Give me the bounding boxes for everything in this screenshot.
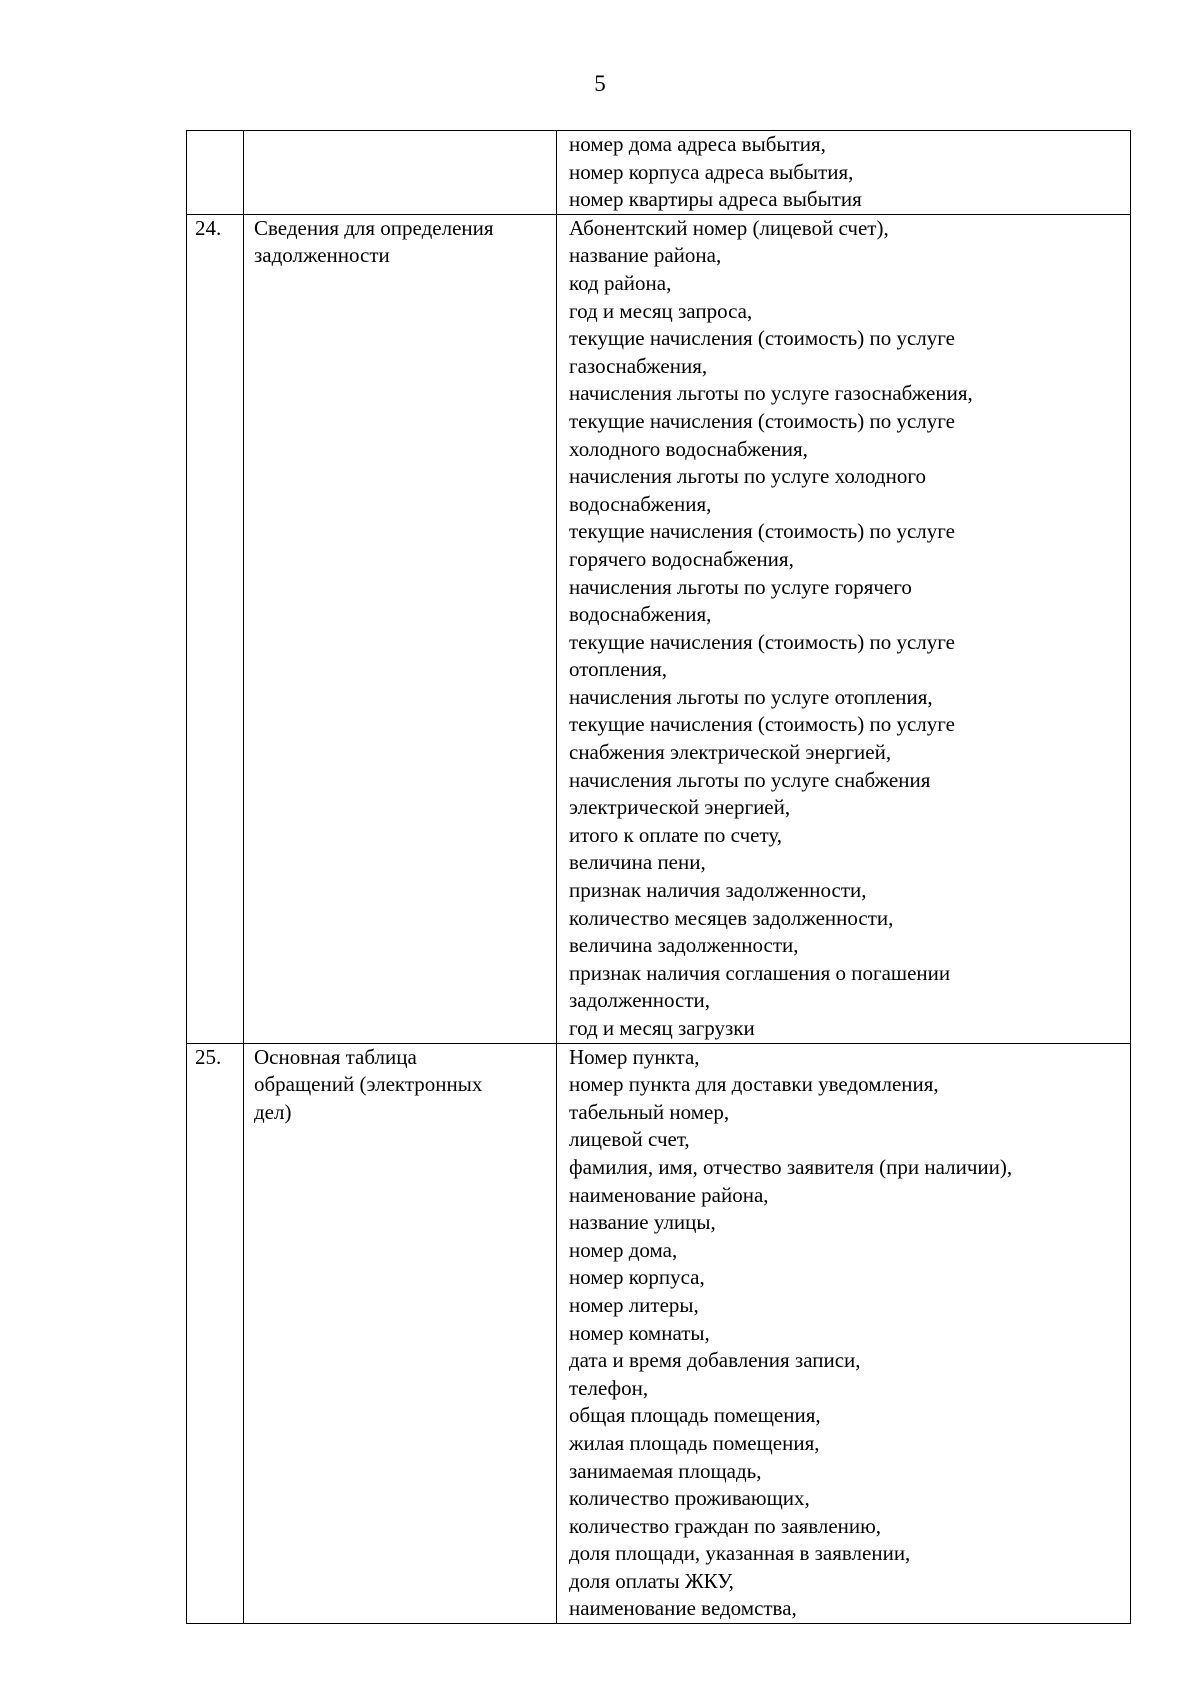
field-list-item: текущие начисления (стоимость) по услуге [569,326,955,351]
field-list-item: табельный номер, [569,1099,730,1124]
field-list-item: снабжения электрической энергией, [569,740,892,765]
info-name-line: Основная таблица [254,1044,417,1069]
field-list-item: номер пункта для доставки уведомления, [569,1072,939,1097]
table-body [187,131,1131,1624]
field-list-item: количество месяцев задолженности, [569,905,894,930]
field-list-item: газоснабжения, [569,353,708,378]
field-list-item: отопления, [569,657,668,682]
field-list-item: номер дома, [569,1237,678,1262]
field-list-item: год и месяц загрузки [569,1016,755,1040]
field-list-item: электрической энергией, [569,795,791,820]
field-list-item: номер литеры, [569,1292,699,1317]
info-name-line: дел) [254,1099,292,1124]
field-list-item: общая площадь помещения, [569,1403,821,1428]
info-name-cell [244,214,557,1043]
field-list-item: водоснабжения, [569,491,712,516]
field-list-item: номер комнаты, [569,1320,710,1345]
field-list-item: начисления льготы по услуге горячего [569,574,912,599]
table-row [187,214,1131,1043]
field-list-item: начисления льготы по услуге газоснабжения, [569,381,973,406]
field-list-item: количество проживающих, [569,1486,810,1511]
field-list-item: задолженности, [569,988,711,1013]
field-list-item: наименование ведомства, [569,1596,797,1621]
row-number-cell: 24. [187,214,244,1043]
field-list-item: величина пени, [569,850,706,875]
field-list-item: начисления льготы по услуге отопления, [569,684,933,709]
field-list-item: лицевой счет, [569,1127,690,1152]
table-row [187,131,1131,215]
field-list-item: занимаемая площадь, [569,1458,762,1483]
field-list-item: номер квартиры адреса выбытия [569,187,862,212]
field-list-item: наименование района, [569,1182,769,1207]
field-list-item: номер дома адреса выбытия, [569,132,826,156]
field-list-item: текущие начисления (стоимость) по услуге [569,629,955,654]
table-row [187,1043,1131,1623]
field-list-item: номер корпуса адреса выбытия, [569,159,854,184]
info-name-cell [244,1043,557,1623]
info-name-line: Сведения для определения [254,215,494,240]
info-name-cell [244,131,557,215]
field-list-item: холодного водоснабжения, [569,436,808,461]
field-list-item: название района, [569,243,722,268]
row-number-cell [187,131,244,215]
info-name-line: задолженности [254,243,390,268]
page-number: 5 [594,71,606,96]
field-list-item: количество граждан по заявлению, [569,1513,882,1538]
field-list-cell [557,131,1131,215]
field-list-item: текущие начисления (стоимость) по услуге [569,408,955,433]
field-list-item: водоснабжения, [569,602,712,627]
field-list-item: код района, [569,270,672,295]
field-list-item: величина задолженности, [569,933,799,958]
field-list-cell [557,1043,1131,1623]
field-list-item: текущие начисления (стоимость) по услуге [569,712,955,737]
field-list-item: доля оплаты ЖКУ, [569,1568,734,1593]
field-list-item: признак наличия соглашения о погашении [569,960,951,985]
info-name-line: обращений (электронных [254,1072,483,1097]
field-list-item: название улицы, [569,1210,716,1235]
field-list-item: дата и время добавления записи, [569,1348,861,1373]
field-list-item: начисления льготы по услуге холодного [569,464,926,489]
data-fields-table [186,130,1131,1624]
field-list-cell [557,214,1131,1043]
row-number-cell: 25. [187,1043,244,1623]
field-list-item: год и месяц запроса, [569,298,753,323]
field-list-item: телефон, [569,1375,649,1400]
field-list-item: номер корпуса, [569,1265,705,1290]
field-list-item: итого к оплате по счету, [569,822,782,847]
field-list-item: Номер пункта, [569,1044,700,1069]
field-list-item: горячего водоснабжения, [569,546,794,571]
field-list-item: начисления льготы по услуге снабжения [569,767,931,792]
field-list-item: текущие начисления (стоимость) по услуге [569,519,955,544]
field-list-item: доля площади, указанная в заявлении, [569,1541,911,1566]
field-list-item: жилая площадь помещения, [569,1430,820,1455]
field-list-item: фамилия, имя, отчество заявителя (при наличии), [569,1154,1013,1179]
field-list-item: Абонентский номер (лицевой счет), [569,215,889,240]
field-list-item: признак наличия задолженности, [569,878,867,903]
